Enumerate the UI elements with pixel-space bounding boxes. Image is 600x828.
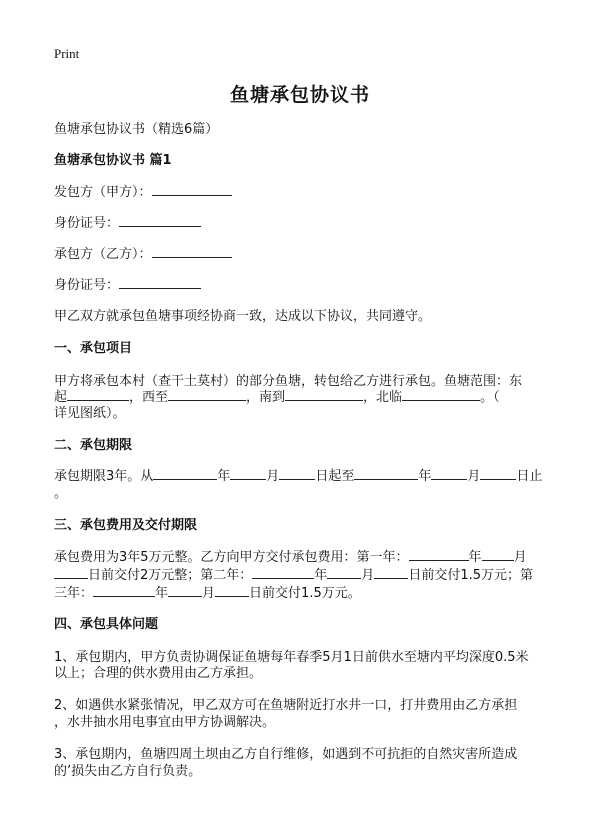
id-number-a-label: 身份证号： [54, 216, 120, 231]
text-xizhi: ，西至 [129, 390, 169, 405]
section3-heading: 三、承包费用及交付期限 [54, 518, 198, 533]
end-day-blank [480, 466, 516, 480]
month-text-3: 月 [513, 550, 527, 565]
end-month-blank [431, 466, 467, 480]
document-title: 鱼塘承包协议书 [229, 84, 370, 106]
section4-item2-line2: ，水井抽水用电事宜由甲方协调解决。 [54, 715, 276, 730]
party-a-field [54, 181, 550, 204]
print-label[interactable]: Print [54, 46, 80, 61]
term-text: 承包期限3年。从 [54, 469, 154, 484]
section3-line3 [54, 582, 550, 605]
id-number-b-field [54, 274, 550, 297]
section4-heading: 四、承包具体问题 [54, 617, 159, 632]
section2-line2: 。 [54, 486, 68, 501]
year-text-3: 年 [468, 550, 482, 565]
east-blank [67, 387, 129, 401]
y3-pay-text: 日前交付1.5万元。 [249, 586, 361, 601]
party-b-label: 承包方（乙方）： [54, 247, 152, 262]
party-a-label: 发包方（甲方）： [54, 185, 152, 200]
y2-pay-text: 日前交付1.5万元；第 [408, 568, 533, 583]
id-number-a-field [54, 212, 550, 235]
text-nandao: ，南到 [246, 390, 286, 405]
year-text-5: 年 [155, 586, 169, 601]
section1-line3: 详见图纸）。 [54, 406, 126, 421]
north-blank [402, 387, 480, 401]
y3-day-blank [215, 583, 249, 597]
year-text: 年 [217, 469, 231, 484]
y3-year-blank [93, 583, 155, 597]
party-b-field [54, 243, 550, 266]
document-subtitle: 鱼塘承包协议书（精选6篇） [54, 122, 219, 137]
id-number-b-label: 身份证号： [54, 278, 120, 293]
section4-item1-line2: 以上；合理的供水费用由乙方承担。 [54, 666, 263, 681]
party-a-blank [152, 182, 232, 196]
y1-day-blank [54, 565, 88, 579]
y2-day-blank [374, 565, 408, 579]
id-number-b-blank [119, 275, 201, 289]
id-number-a-blank [119, 213, 201, 227]
year-text-4: 年 [314, 568, 328, 583]
section4-item3-line1: 3、承包期内，鱼塘四周土坝由乙方自行维修，如遇到不可抗拒的自然灾害所造成 [54, 747, 518, 762]
section1-heading: 一、承包项目 [54, 341, 133, 356]
section4-item2-line1: 2、如遇供水紧张情况，甲乙双方可在鱼塘附近打水井一口，打井费用由乙方承担 [54, 698, 518, 713]
year-text-2: 年 [418, 469, 432, 484]
section1-line1: 甲方将承包本村（查干土莫村）的部分鱼塘，转包给乙方进行承包。鱼塘范围：东 [54, 374, 523, 389]
end-day-text: 日止 [516, 469, 543, 484]
start-day-blank [279, 466, 315, 480]
west-blank [168, 387, 246, 401]
month-text-5: 月 [202, 586, 216, 601]
end-year-blank [354, 466, 418, 480]
start-year-blank [153, 466, 217, 480]
start-month-blank [230, 466, 266, 480]
text-beilin: ，北临 [363, 390, 403, 405]
month-text: 月 [266, 469, 280, 484]
party-b-blank [152, 244, 232, 258]
intro-paragraph: 甲乙双方就承包鱼塘事项经协商一致，达成以下协议，共同遵守。 [54, 309, 432, 324]
fee-text: 承包费用为3年5万元整。乙方向甲方交付承包费用：第一年： [54, 550, 409, 565]
y3-month-blank [168, 583, 202, 597]
third-year-text: 三年： [54, 586, 94, 601]
section-heading: 鱼塘承包协议书 篇1 [54, 153, 172, 168]
y1-pay-text: 日前交付2万元整；第二年： [88, 568, 253, 583]
month-text-4: 月 [361, 568, 375, 583]
section4-item1-line1: 1、承包期内，甲方负责协调保证鱼塘每年春季5月1日前供水至塘内平均深度0.5米 [54, 650, 529, 665]
text-end: 。（ [480, 390, 500, 405]
from-day-text: 日起至 [315, 469, 355, 484]
y2-year-blank [252, 565, 314, 579]
y2-month-blank [327, 565, 361, 579]
section4-item3-line2: 的’损失由乙方自行负责。 [54, 764, 202, 779]
section2-heading: 二、承包期限 [54, 438, 133, 453]
text-qi: 起 [54, 390, 68, 405]
y1-year-blank [409, 547, 469, 561]
month-text-2: 月 [467, 469, 481, 484]
y1-month-blank [482, 547, 514, 561]
south-blank [285, 387, 363, 401]
